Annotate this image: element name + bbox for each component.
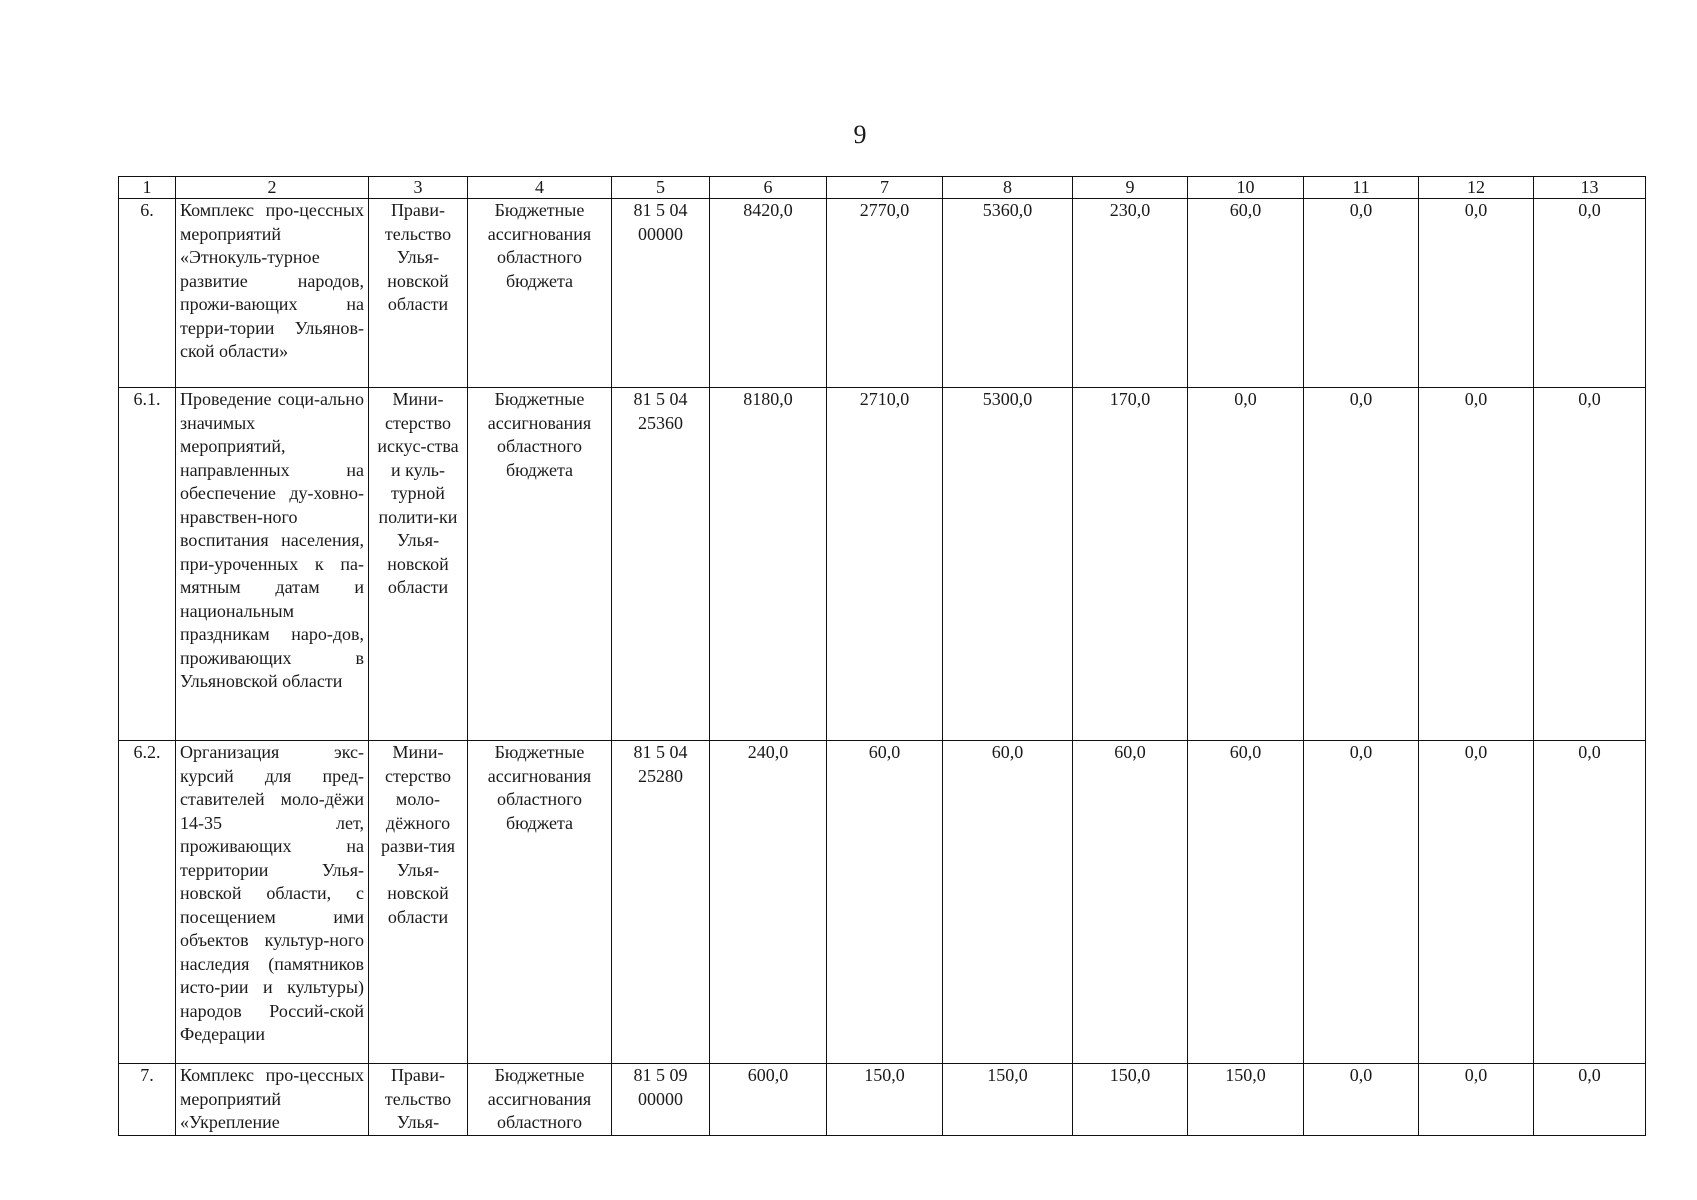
- header-cell: 13: [1534, 177, 1646, 199]
- header-cell: 11: [1304, 177, 1419, 199]
- value-cell: 0,0: [1534, 741, 1646, 1064]
- header-cell: 3: [369, 177, 468, 199]
- table-row: [119, 199, 1646, 388]
- budget-code: 81 5 04 25360: [612, 388, 710, 741]
- budget-code: 81 5 04 25280: [612, 741, 710, 1064]
- value-cell: 60,0: [827, 741, 943, 1064]
- value-cell: 2770,0: [827, 199, 943, 388]
- row-number: 6.1.: [119, 388, 176, 741]
- header-row: [119, 177, 1646, 199]
- value-total: 240,0: [710, 741, 827, 1064]
- value-cell: 5360,0: [943, 199, 1073, 388]
- value-cell: 0,0: [1534, 199, 1646, 388]
- value-cell: 60,0: [1073, 741, 1188, 1064]
- measure-name: Проведение соци-ально значимых мероприятий, направленных на обеспечение ду-ховно-нравствен-ного воспитания населения, при-уроченных к па-мятным датам и национальным праздникам наро-дов, проживающих в Ульяновской области: [176, 388, 369, 741]
- measure-name: Комплекс про-цессных мероприятий «Этнокуль-турное развитие народов, прожи-вающих на терри-тории Ульянов-ской области»: [176, 199, 369, 388]
- value-total: 8180,0: [710, 388, 827, 741]
- value-total: 600,0: [710, 1064, 827, 1136]
- header-cell: 1: [119, 177, 176, 199]
- executor: Прави-тельство Улья-: [369, 1064, 468, 1136]
- value-cell: 150,0: [943, 1064, 1073, 1136]
- header-cell: 6: [710, 177, 827, 199]
- value-cell: 0,0: [1304, 199, 1419, 388]
- value-cell: 5300,0: [943, 388, 1073, 741]
- executor: Прави-тельство Улья-новской области: [369, 199, 468, 388]
- table-row: [119, 1064, 1646, 1136]
- table-row: [119, 741, 1646, 1064]
- budget-table: [118, 176, 1646, 1136]
- measure-name: Организация экс-курсий для пред-ставителей моло-дёжи 14-35 лет, проживающих на территории Улья-новской области, с посещением ими объектов культур-ного наследия (памятников исто-рии и культуры) народов Россий-ской Федерации: [176, 741, 369, 1064]
- value-cell: 150,0: [827, 1064, 943, 1136]
- measure-name: Комплекс про-цессных мероприятий «Укрепление: [176, 1064, 369, 1136]
- page-number: 9: [853, 120, 867, 149]
- header-cell: 7: [827, 177, 943, 199]
- funding-source: Бюджетные ассигнования областного бюджета: [468, 388, 612, 741]
- value-cell: 60,0: [1188, 199, 1304, 388]
- value-cell: 230,0: [1073, 199, 1188, 388]
- funding-source: Бюджетные ассигнования областного бюджета: [468, 741, 612, 1064]
- value-cell: 150,0: [1073, 1064, 1188, 1136]
- value-cell: 150,0: [1188, 1064, 1304, 1136]
- value-cell: 60,0: [943, 741, 1073, 1064]
- value-cell: 0,0: [1419, 388, 1534, 741]
- table-row: [119, 388, 1646, 741]
- header-cell: 2: [176, 177, 369, 199]
- value-cell: 0,0: [1534, 388, 1646, 741]
- row-number: 7.: [119, 1064, 176, 1136]
- header-cell: 4: [468, 177, 612, 199]
- value-cell: 0,0: [1304, 1064, 1419, 1136]
- value-cell: 0,0: [1304, 741, 1419, 1064]
- header-cell: 5: [612, 177, 710, 199]
- header-cell: 9: [1073, 177, 1188, 199]
- executor: Мини-стерство искус-ства и куль-турной полити-ки Улья-новской области: [369, 388, 468, 741]
- header-cell: 10: [1188, 177, 1304, 199]
- value-cell: 0,0: [1304, 388, 1419, 741]
- header-cell: 12: [1419, 177, 1534, 199]
- value-cell: 60,0: [1188, 741, 1304, 1064]
- value-cell: 0,0: [1534, 1064, 1646, 1136]
- budget-code: 81 5 04 00000: [612, 199, 710, 388]
- executor: Мини-стерство моло-дёжного разви-тия Улья-новской области: [369, 741, 468, 1064]
- value-cell: 0,0: [1419, 741, 1534, 1064]
- budget-code: 81 5 09 00000: [612, 1064, 710, 1136]
- funding-source: Бюджетные ассигнования областного бюджета: [468, 199, 612, 388]
- header-cell: 8: [943, 177, 1073, 199]
- value-cell: 0,0: [1419, 1064, 1534, 1136]
- value-total: 8420,0: [710, 199, 827, 388]
- row-number: 6.2.: [119, 741, 176, 1064]
- row-number: 6.: [119, 199, 176, 388]
- value-cell: 0,0: [1419, 199, 1534, 388]
- value-cell: 0,0: [1188, 388, 1304, 741]
- funding-source: Бюджетные ассигнования областного: [468, 1064, 612, 1136]
- value-cell: 2710,0: [827, 388, 943, 741]
- value-cell: 170,0: [1073, 388, 1188, 741]
